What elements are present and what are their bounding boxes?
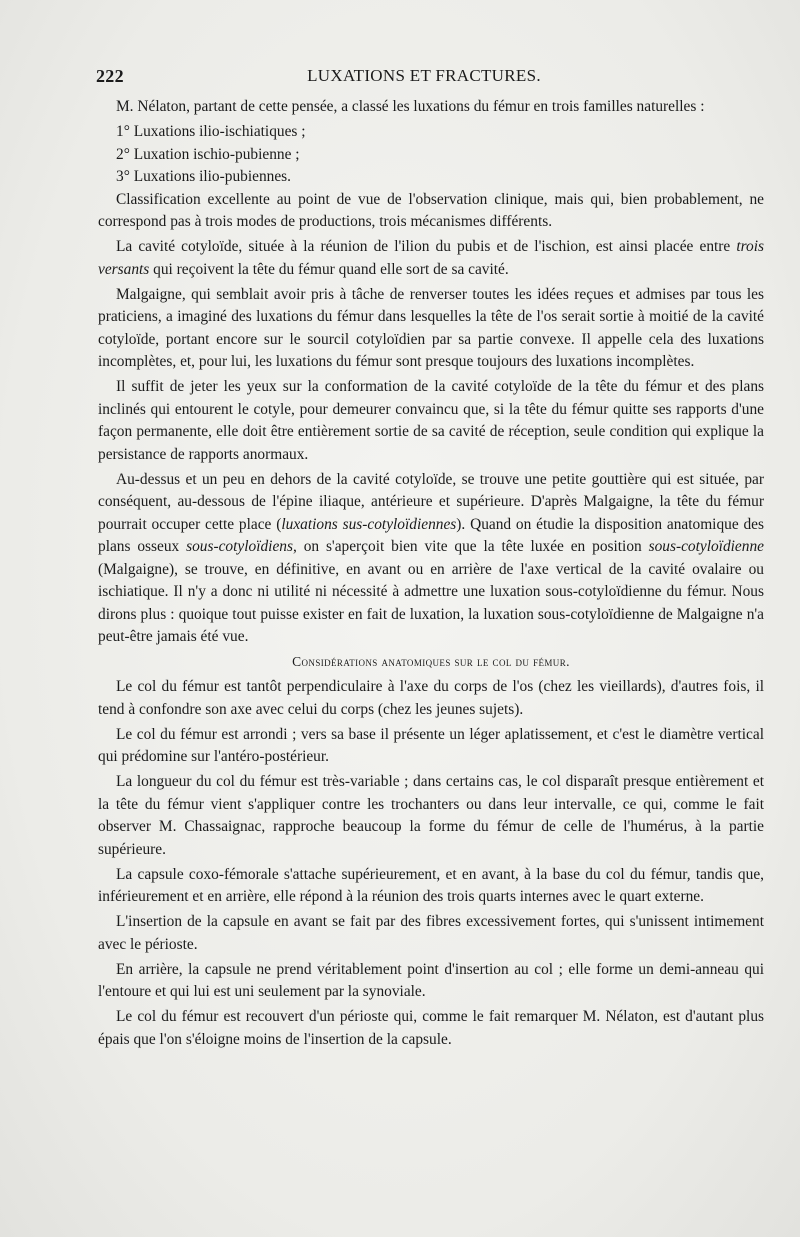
paragraph: Le col du fémur est recouvert d'un périoste qui, comme le fait remarquer M. Nélaton, est d'autant plus épais que l'on s'éloigne moins de l'insertion de la capsule. (98, 1008, 764, 1048)
paragraph: Classification excellente au point de vue de l'observation clinique, mais qui, bien probablement, ne correspond pas à trois modes de productions, trois mécanismes différents. (98, 190, 764, 230)
text-run: Au-dessus et un peu en dehors de la cavité cotyloïde, se trouve une petite gouttière qui est située, par conséquent, au-dessous de l'épine iliaque, antérieure et supérieure. D'après Malgaigne, la tête du fémur pourrait occuper cette place ( (98, 470, 764, 533)
paragraph: L'insertion de la capsule en avant se fait par des fibres excessivement fortes, qui s'unissent intimement avec le périoste. (98, 913, 764, 953)
paragraph: En arrière, la capsule ne prend véritablement point d'insertion au col ; elle forme un demi-anneau qui l'entoure et qui lui est uni seulement par la synoviale. (98, 960, 764, 1000)
italic-term: trois versants (98, 238, 764, 278)
list-item: 2° Luxation ischio-pubienne ; (116, 145, 300, 163)
section-heading: Considérations anatomiques sur le col du fémur. (292, 654, 570, 669)
paragraph: Malgaigne, qui semblait avoir pris à tâche de renverser toutes les idées reçues et admises par tous les praticiens, a imaginé des luxations du fémur dans lesquelles la tête de l'os serait sortie à moitié de la cavité cotyloïde, portant encore sur le sourcil cotyloïdien par sa partie convexe. Il appelle cela des luxations incomplètes, et, pour lui, les luxations du fémur sont presque toujours des luxations incomplètes. (98, 285, 764, 370)
list-item: 3° Luxations ilio-pubiennes. (116, 168, 292, 185)
page-body (98, 96, 764, 1054)
paragraph (98, 236, 764, 281)
text-run: qui reçoivent la tête du fémur quand elle sort de sa cavité. (149, 260, 509, 278)
italic-term: luxations sus-cotyloïdiennes (281, 515, 457, 533)
paragraph: Le col du fémur est tantôt perpendiculaire à l'axe du corps de l'os (chez les vieillards), d'autres fois, il tend à confondre son axe avec celui du corps (chez les jeunes sujets). (98, 678, 764, 718)
page-number: 222 (96, 66, 124, 86)
paragraph: Le col du fémur est arrondi ; vers sa base il présente un léger aplatissement, et c'est le diamètre vertical qui prédomine sur l'antéro-postérieur. (98, 725, 764, 765)
paragraph: M. Nélaton, partant de cette pensée, a classé les luxations du fémur en trois familles naturelles : (116, 98, 705, 115)
paragraph (98, 469, 764, 649)
text-run: ). Quand on étudie la disposition anatomique des plans osseux (98, 515, 765, 555)
paragraph: Il suffit de jeter les yeux sur la conformation de la cavité cotyloïde de la tête du fémur et des plans inclinés qui entourent le cotyle, pour demeurer convaincu que, si la tête du fémur quitte ses rapports d'une façon permanente, elle doit être entièrement sortie de sa cavité de réception, seule condition qui explique la persistance de rapports anormaux. (98, 378, 764, 463)
page-header (88, 66, 760, 92)
italic-term: sous-cotyloïdiens (186, 538, 293, 555)
paragraph: La capsule coxo-fémorale s'attache supérieurement, et en avant, à la base du col du fémur, tandis que, inférieurement et en arrière, elle répond à la réunion des trois quarts internes avec le quart externe. (98, 865, 764, 905)
list-item: 1° Luxations ilio-ischiatiques ; (116, 123, 306, 140)
text-run: , on s'aperçoit bien vite que la tête luxée en position (292, 538, 649, 555)
text-run: La cavité cotyloïde, située à la réunion de l'ilion du pubis et de l'ischion, est ainsi placée entre (116, 238, 737, 255)
paragraph: La longueur du col du fémur est très-variable ; dans certains cas, le col disparaît presque entièrement et la tête du fémur vient s'appliquer contre les trochanters ou dans leur intervalle, ce qui, comme le fait observer M. Chassaignac, rapproche beaucoup la forme du fémur de celle de l'humérus, à la partie supérieure. (98, 773, 764, 858)
italic-term: sous-cotyloïdienne (648, 538, 764, 555)
running-title: LUXATIONS ET FRACTURES. (307, 66, 541, 85)
text-run: (Malgaigne), se trouve, en définitive, en avant ou en arrière de l'axe vertical de la cavité ovalaire ou ischiatique. Il n'y a donc ni utilité ni nécessité à admettre une luxation sous-cotyloïdienne du fémur. Nous dirons plus : quoique tout puisse exister en fait de luxation, la luxation sous-cotyloïdienne de Malgaigne n'a peut-être jamais été vue. (98, 560, 764, 645)
